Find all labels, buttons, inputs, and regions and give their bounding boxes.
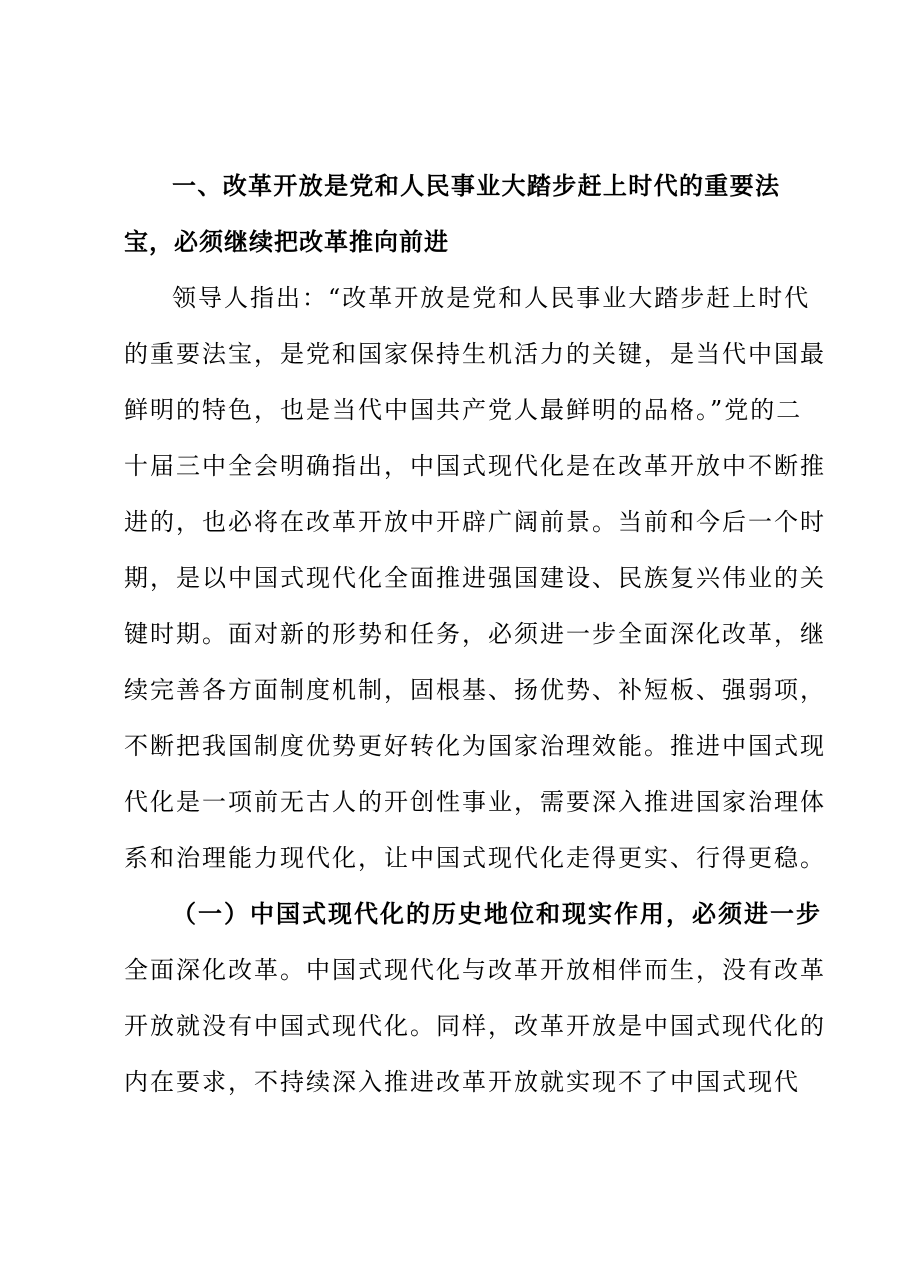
paragraph-2-line-4: 内在要求，不持续深入推进改革开放就实现不了中国式现代 [124,1068,800,1096]
section-heading-line-2: 宝，必须继续把改革推向前进 [124,228,449,256]
paragraph-1-line-3: 鲜明的特色，也是当代中国共产党人最鲜明的品格。”党的二 [124,396,803,424]
paragraph-1-line-1: 领导人指出：“改革开放是党和人民事业大踏步赶上时代 [172,284,811,312]
paragraph-1-line-10: 代化是一项前无古人的开创性事业，需要深入推进国家治理体 [124,788,826,816]
paragraph-2-line-1: （一）中国式现代化的历史地位和现实作用，必须进一步 [172,899,822,928]
paragraph-1-line-5: 进的，也必将在改革开放中开辟广阔前景。当前和今后一个时 [124,508,826,536]
paragraph-1-line-11: 系和治理能力现代化，让中国式现代化走得更实、行得更稳。 [124,844,826,872]
paragraph-1-line-6: 期，是以中国式现代化全面推进强国建设、民族复兴伟业的关 [124,564,826,592]
paragraph-1-line-2: 的重要法宝，是党和国家保持生机活力的关键，是当代中国最 [124,340,826,368]
paragraph-1-line-9: 不断把我国制度优势更好转化为国家治理效能。推进中国式现 [124,732,826,760]
paragraph-2-line-2: 全面深化改革。中国式现代化与改革开放相伴而生，没有改革 [124,956,826,984]
section-heading-line-1: 一、改革开放是党和人民事业大踏步赶上时代的重要法 [172,172,780,200]
paragraph-1-line-4: 十届三中全会明确指出，中国式现代化是在改革开放中不断推 [124,452,826,480]
paragraph-1-line-7: 键时期。面对新的形势和任务，必须进一步全面深化改革，继 [124,620,826,648]
paragraph-2-line-3: 开放就没有中国式现代化。同样，改革开放是中国式现代化的 [124,1012,826,1040]
paragraph-1-line-8: 续完善各方面制度机制，固根基、扬优势、补短板、强弱项， [124,676,826,704]
